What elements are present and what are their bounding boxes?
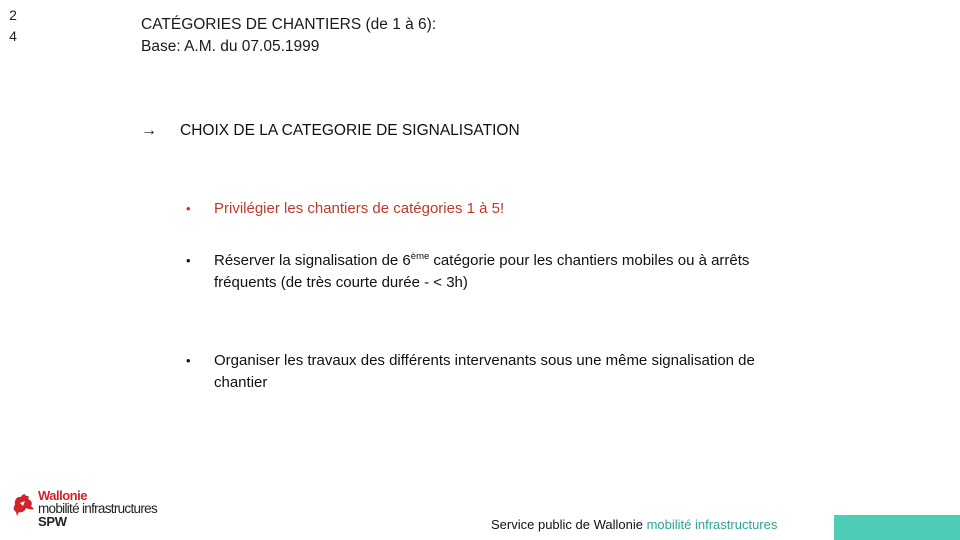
- title-line2: Base: A.M. du 07.05.1999: [141, 38, 320, 55]
- logo-line3: SPW: [38, 514, 67, 529]
- wallonie-logo: [12, 489, 192, 533]
- logo-line1: Wallonie: [38, 488, 87, 503]
- bullet-icon: •: [186, 201, 191, 216]
- logo-line2: mobilité infrastructures: [38, 501, 157, 516]
- bullet-superscript: ème: [410, 251, 430, 262]
- bullet-text-part: Réserver la signalisation de 6: [214, 252, 411, 269]
- list-item: [186, 250, 774, 294]
- bullet-icon: •: [186, 253, 191, 268]
- page-number-line2: 4: [9, 28, 17, 44]
- page-number: [7, 5, 19, 47]
- footer-accent-bar: [834, 515, 960, 540]
- walloon-rooster-icon: [12, 491, 36, 517]
- footer-caption: [491, 515, 777, 535]
- title-line1: CATÉGORIES DE CHANTIERS (de 1 à 6):: [141, 16, 437, 33]
- list-item: [186, 350, 774, 394]
- choice-text: CHOIX DE LA CATEGORIE DE SIGNALISATION: [180, 122, 520, 139]
- slide-title: [141, 14, 436, 58]
- footer-text: Service public de Wallonie: [491, 517, 647, 532]
- choice-heading: [141, 121, 520, 141]
- bullet-text-part: catégorie pour les chantiers mobiles ou à arrêts fréquents (de très courte durée - < 3h): [214, 252, 750, 291]
- footer-accent-text: mobilité infrastructures: [646, 517, 778, 532]
- bullet-text: Privilégier les chantiers de catégories 1 à 5!: [214, 200, 505, 217]
- bullet-text: Organiser les travaux des différents intervenants sous une même signalisation de chantier: [214, 352, 755, 391]
- page-number-line1: 2: [9, 7, 17, 23]
- list-item: [186, 198, 774, 220]
- bullet-icon: •: [186, 353, 191, 368]
- bullet-text: [214, 250, 774, 294]
- arrow-right-icon: →: [141, 122, 157, 139]
